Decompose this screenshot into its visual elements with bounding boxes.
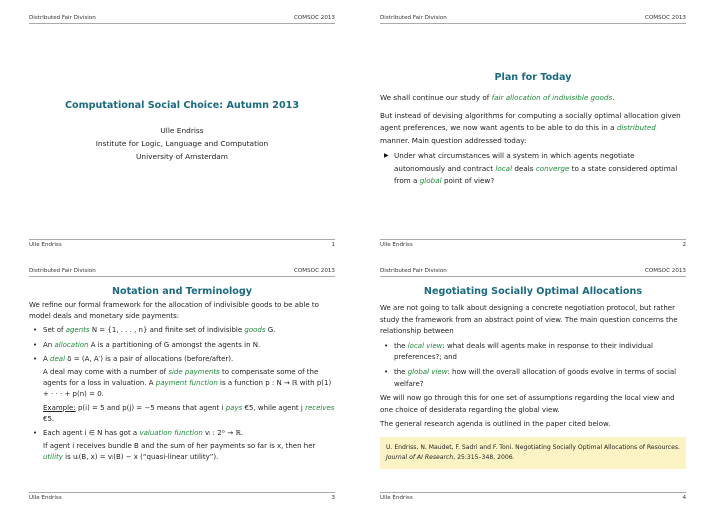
header-right: COMSOC 2013 (644, 268, 686, 274)
header-left: Distributed Fair Division (380, 268, 447, 274)
author: Ulle Endriss (160, 126, 204, 135)
intro-paragraph: We refine our formal framework for the allocation of indivisible goods to be able to model deals and monetary side payments: (29, 301, 319, 321)
list-item: ▶ Under what circumstances will a system in which agents negotiate autonomously and contract local deals converge to a state considered optimal from a global point of view? (384, 151, 678, 185)
paragraph: We will now go through this for one set of assumptions regarding the local view and one choice of desiderata regarding the global view. (380, 394, 675, 414)
footer-divider (29, 492, 335, 493)
slide-title: Computational Social Choice: Autumn 2013 (64, 100, 300, 111)
paragraph: We are not going to talk about designing a concrete negotiation protocol, but rather study the framework from an abstract point of view. The main question concerns the relationship between (380, 304, 678, 336)
header-right: COMSOC 2013 (293, 268, 335, 274)
footer-author: Ulle Endriss (380, 242, 413, 248)
triangle-bullet-icon: ▶ (384, 152, 389, 159)
slide-body (380, 92, 686, 191)
header-right: COMSOC 2013 (644, 15, 686, 21)
paragraph: The general research agenda is outlined in the paper cited below. (380, 420, 611, 429)
footer-divider (29, 239, 335, 240)
slide-footer (29, 242, 335, 248)
footer-divider (380, 239, 686, 240)
footer-author: Ulle Endriss (380, 495, 413, 501)
footer-author: Ulle Endriss (29, 495, 62, 501)
bullet-icon: • (33, 429, 38, 438)
footer-divider (380, 492, 686, 493)
header-divider (380, 276, 686, 277)
view-list (380, 341, 686, 390)
page-number: 2 (682, 242, 686, 248)
bullet-icon: • (33, 354, 38, 363)
slide-footer (380, 242, 686, 248)
list-item: • the global view: how will the overall allocation of goods evolve in terms of social welfare? (384, 367, 677, 388)
definition-list (29, 325, 335, 463)
bullet-icon: • (33, 326, 38, 335)
list-item: • A deal δ = (A, A′) is a pair of allocations (before/after). A deal may come with a number of side payments to compensate some of the agents for a loss in valuation. A payment function is a function p : N → ℝ with p(1) + · · · + p(n) = 0. Example: p(i) = 5 and p(j) = −5 means that agent i pays €5, while agent j receives €5. (33, 354, 335, 423)
university: University of Amsterdam (136, 152, 228, 161)
list-item: • Set of agents N = {1, . . . , n} and finite set of indivisible goods G. (43, 325, 335, 336)
slide-body (380, 303, 686, 469)
header-left: Distributed Fair Division (380, 15, 447, 21)
page-number: 1 (331, 242, 335, 248)
question-list (380, 150, 686, 188)
header-left: Distributed Fair Division (29, 268, 96, 274)
paragraph: We shall continue our study of fair allocation of indivisible goods. (380, 93, 615, 102)
list-item: • An allocation A is a partitioning of G amongst the agents in N. (43, 340, 335, 351)
header-left: Distributed Fair Division (29, 15, 96, 21)
slide-header (380, 15, 686, 21)
slide-3 (21, 265, 343, 505)
slide-4 (372, 265, 694, 505)
footer-author: Ulle Endriss (29, 242, 62, 248)
header-divider (29, 23, 335, 24)
slide-footer (380, 495, 686, 501)
title-page-info (29, 124, 335, 163)
slide-title: Notation and Terminology (111, 286, 253, 297)
list-item: • the local view: what deals will agents make in response to their individual preferences?; and (384, 341, 653, 362)
bullet-icon: • (384, 341, 389, 350)
slide-footer (29, 495, 335, 501)
list-item: • Each agent i ∈ N has got a valuation function vᵢ : 2ᴳ → ℝ. If agent i receives bundle B and the sum of her payments so far is x, then her utility is uᵢ(B, x) = vᵢ(B) − x (“quasi-linear utility”). (33, 429, 316, 462)
header-right: COMSOC 2013 (293, 15, 335, 21)
header-divider (29, 276, 335, 277)
highlight-term: fair allocation of indivisible goods (491, 93, 613, 102)
reference-box: U. Endriss, N. Maudet, F. Sadri and F. Toni. Negotiating Socially Optimal Allocations of Resources. Journal of AI Research, 25:315–348, 2006. (380, 437, 686, 469)
slide-title: Negotiating Socially Optimal Allocations (423, 286, 643, 297)
slide-header (29, 15, 335, 21)
paragraph: But instead of devising algorithms for computing a socially optimal allocation given agent preferences, we now want agents to be able to do this in a distributed manner. Main question addressed today: (380, 110, 681, 145)
slide-body (29, 300, 335, 467)
slide-header (380, 268, 686, 274)
affiliation: Institute for Logic, Language and Computation (95, 139, 269, 148)
slide-1 (21, 12, 343, 252)
bullet-icon: • (33, 340, 38, 349)
slide-header (29, 268, 335, 274)
highlight-term: distributed (616, 123, 656, 132)
slide-title: Plan for Today (494, 72, 572, 83)
page-number: 4 (682, 495, 686, 501)
header-divider (380, 23, 686, 24)
page-number: 3 (331, 495, 335, 501)
slide-2 (372, 12, 694, 252)
bullet-icon: • (384, 367, 389, 376)
